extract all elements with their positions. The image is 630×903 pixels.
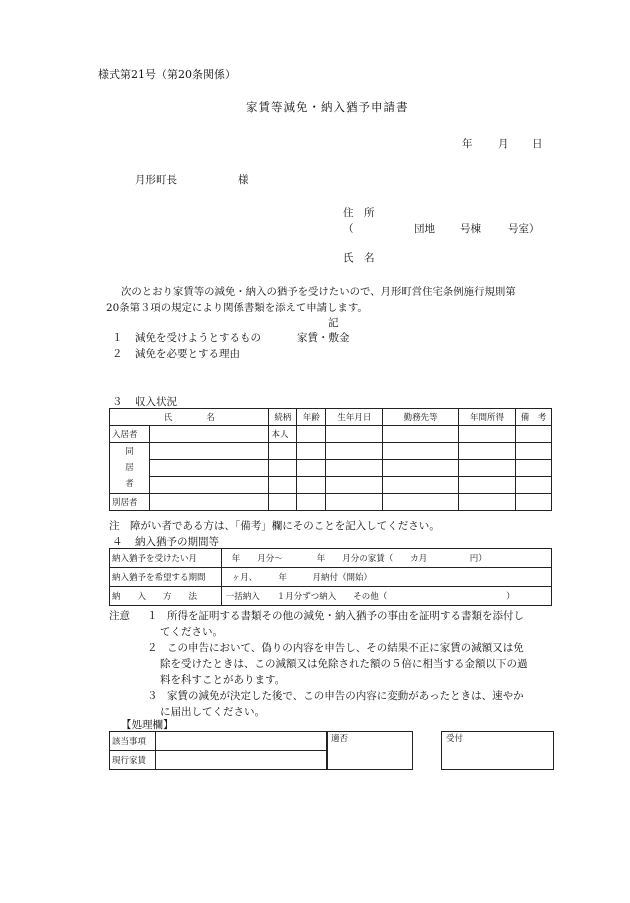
table-row: [110, 732, 327, 751]
ki-label: 記: [328, 317, 339, 329]
cell[interactable]: [383, 494, 459, 511]
cell[interactable]: [297, 494, 326, 511]
gotou-label: 号棟: [460, 223, 481, 235]
table-row: [110, 460, 552, 477]
cell[interactable]: [149, 426, 269, 443]
processing-table: [109, 731, 327, 770]
grace-row3-label: 納 入 方 法: [110, 587, 222, 606]
header-relation: 続柄: [269, 409, 297, 426]
table-row: [110, 494, 552, 511]
address-label: 住 所: [343, 207, 375, 219]
income-header-row: [110, 409, 552, 426]
cell[interactable]: [515, 443, 551, 460]
note3-num: ３: [147, 690, 158, 702]
goushitsu-label: 号室）: [508, 223, 540, 235]
cell[interactable]: [297, 443, 326, 460]
page-title: 家賃等減免・納入猶予申請書: [246, 100, 409, 114]
cell[interactable]: [149, 460, 269, 477]
note1-line-a: 所得を証明する書類その他の減免・納入猶予の事由を証明する書類を添付し: [167, 610, 524, 622]
cell[interactable]: [326, 477, 383, 494]
name-label: 氏 名: [343, 252, 375, 264]
cell[interactable]: [297, 426, 326, 443]
processing-title: 【処理欄】: [121, 719, 174, 731]
form-number: 様式第21号（第20条関係）: [98, 68, 236, 81]
row-label-resident: 入居者: [110, 426, 150, 443]
header-birthdate: 生年月日: [326, 409, 383, 426]
item1-num: １: [112, 332, 123, 344]
table-row: [110, 587, 552, 606]
cohabitant-char: 同: [125, 447, 134, 457]
cell[interactable]: [155, 751, 326, 770]
address-paren-open: （: [343, 223, 354, 235]
note2-line-b: 除を受けたときは、この減額又は免除された額の５倍に相当する金額以下の過: [160, 658, 528, 670]
body-line-1: 次のとおり家賃等の減免・納入の猶予を受けたいので、月形町営住宅条例施行規則第: [121, 286, 516, 298]
header-age: 年齢: [297, 409, 326, 426]
item2-num: ２: [112, 348, 123, 360]
header-remarks: 備 考: [515, 409, 551, 426]
cell[interactable]: [269, 494, 297, 511]
cell[interactable]: [383, 477, 459, 494]
processing-row2-label: 現行家賃: [110, 751, 156, 770]
item1-value: 家賃・敷金: [297, 332, 350, 344]
uketsuke-label: 受付: [446, 734, 464, 744]
danchi-label: 団地: [414, 223, 435, 235]
cell[interactable]: [515, 494, 551, 511]
grace-table: [109, 548, 552, 606]
income-table: [109, 408, 552, 511]
table-row: [110, 443, 552, 460]
note2-num: ２: [147, 642, 158, 654]
note-disability: 注 障がい者である方は、「備考」欄にそのことを記入してください。: [109, 520, 440, 532]
cell[interactable]: [383, 443, 459, 460]
cell[interactable]: [149, 443, 269, 460]
date-year: 年: [462, 138, 473, 150]
note2-line-c: 料を科すことがあります。: [160, 674, 286, 686]
item2-label: 減免を必要とする理由: [135, 348, 240, 360]
date-day: 日: [532, 138, 543, 150]
item1-label: 減免を受けようとするもの: [135, 332, 261, 344]
cell[interactable]: [459, 460, 516, 477]
item3-label: 収入状況: [135, 396, 177, 408]
cell[interactable]: [459, 494, 516, 511]
row-label-cohabitant: [110, 443, 150, 494]
cell[interactable]: [383, 460, 459, 477]
grace-row3-value[interactable]: 一括納入 １月分ずつ納入 その他（ ）: [221, 587, 551, 606]
grace-row1-label: 納入猶予を受けたい月: [110, 549, 222, 568]
uketsuke-box[interactable]: [441, 731, 554, 770]
item3-num: ３: [112, 396, 123, 408]
cell[interactable]: [515, 460, 551, 477]
table-row: [110, 751, 327, 770]
cell[interactable]: [515, 426, 551, 443]
notes-head: 注意: [109, 610, 130, 622]
row-label-separate: 別居者: [110, 494, 150, 511]
table-row: [110, 568, 552, 587]
cell[interactable]: [155, 732, 326, 751]
table-row: [110, 549, 552, 568]
cell[interactable]: [383, 426, 459, 443]
header-income: 年間所得: [459, 409, 516, 426]
cohabitant-char: 居: [125, 463, 134, 473]
table-row: [110, 426, 552, 443]
cell[interactable]: [326, 460, 383, 477]
addressee-name: 月形町長: [135, 174, 177, 186]
header-workplace: 勤務先等: [383, 409, 459, 426]
tekihi-label: 適否: [331, 734, 349, 744]
cell[interactable]: [297, 477, 326, 494]
tekihi-box[interactable]: [327, 731, 413, 770]
table-row: [110, 477, 552, 494]
grace-row2-label: 納入猶予を希望する期間: [110, 568, 222, 587]
note1-num: １: [147, 610, 158, 622]
note1-line-b: てください。: [160, 626, 223, 638]
body-line-2: 20条第３項の規定により関係書類を添えて申請します。: [106, 302, 368, 314]
cell[interactable]: [459, 426, 516, 443]
cell[interactable]: [459, 443, 516, 460]
cell[interactable]: [297, 460, 326, 477]
cohabitant-char: 者: [125, 479, 134, 489]
grace-row1-value[interactable]: 年 月分～ 年 月分の家賃（ カ月 円）: [221, 549, 551, 568]
cell[interactable]: [459, 477, 516, 494]
processing-row1-label: 該当事項: [110, 732, 156, 751]
cell[interactable]: [269, 477, 297, 494]
cell[interactable]: [326, 426, 383, 443]
cell[interactable]: [269, 460, 297, 477]
resident-relation: 本人: [269, 426, 297, 443]
grace-row2-value[interactable]: ヶ月、 年 月納付（開始）: [221, 568, 551, 587]
addressee-honorific: 様: [238, 174, 249, 186]
cell[interactable]: [326, 443, 383, 460]
note3-line-a: 家賃の減免が決定した後で、この申告の内容に変動があったときは、速やか: [167, 690, 524, 702]
header-name: 氏 名: [110, 409, 269, 426]
cell[interactable]: [149, 477, 269, 494]
cell[interactable]: [515, 477, 551, 494]
item4-num: ４: [112, 536, 123, 548]
item4-label: 納入猶予の期間等: [135, 536, 219, 548]
date-month: 月: [498, 138, 509, 150]
note3-line-b: に届出してください。: [160, 706, 265, 718]
cell[interactable]: [326, 494, 383, 511]
note2-line-a: この申告において、偽りの内容を申告し、その結果不正に家賃の減額又は免: [167, 642, 524, 654]
cell[interactable]: [149, 494, 269, 511]
cell[interactable]: [269, 443, 297, 460]
